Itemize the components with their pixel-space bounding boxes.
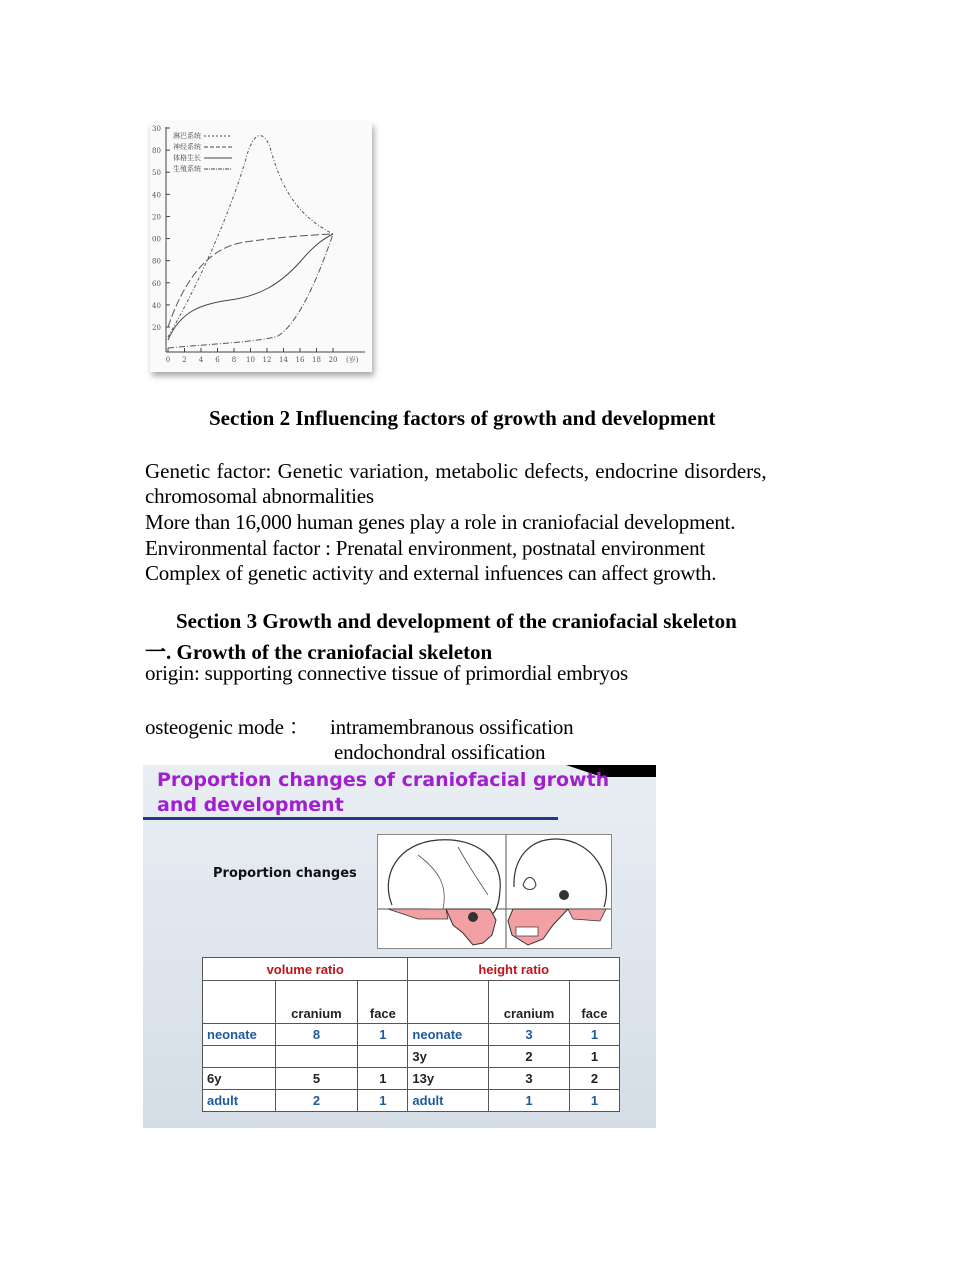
- table-cell: 8: [275, 1024, 358, 1046]
- legend-label: 体格生长: [173, 154, 201, 162]
- table-cell: adult: [408, 1090, 489, 1112]
- y-tick-label: 60: [152, 279, 161, 288]
- legend-label: 淋巴系统: [173, 132, 201, 140]
- proportion-slide: [143, 765, 656, 1128]
- legend-label: 神经系统: [173, 143, 201, 151]
- growth-curve-figure: [150, 122, 372, 372]
- reproductive-curve: [168, 234, 333, 348]
- y-tick-label: 40: [152, 301, 161, 310]
- x-tick-label: 10: [246, 356, 255, 364]
- x-tick-label: 14: [279, 356, 288, 364]
- section-3-heading: Section 3 Growth and development of the craniofacial skeleton: [176, 609, 737, 633]
- growth-curve-svg: [150, 122, 372, 372]
- table-cell: 2: [489, 1046, 570, 1068]
- x-tick-label: 20: [328, 356, 338, 364]
- y-tick-label: 30: [152, 125, 161, 133]
- adult-skull-icon: [508, 839, 606, 945]
- y-tick-label: 20: [152, 324, 161, 332]
- legend-label: 生殖系统: [173, 165, 201, 173]
- y-tick-label: 20: [152, 213, 161, 222]
- table-cell: neonate: [203, 1024, 276, 1046]
- table-cell: 3: [489, 1024, 570, 1046]
- section-2-line-3: More than 16,000 human genes play a role in craniofacial development.: [145, 510, 736, 534]
- subheader-cell: face: [569, 981, 619, 1024]
- x-tick-label: 18: [312, 356, 321, 364]
- table-cell: [275, 1046, 358, 1068]
- table-subheader-row: [203, 981, 620, 1024]
- table-cell: 1: [569, 1046, 619, 1068]
- table-cell: 1: [358, 1090, 408, 1112]
- y-tick-label: 40: [152, 191, 161, 200]
- table-cell: 1: [358, 1024, 408, 1046]
- table-row: [203, 1024, 620, 1046]
- table-cell: 1: [569, 1024, 619, 1046]
- section-2-heading: Section 2 Influencing factors of growth and development: [209, 406, 716, 430]
- subheader-cell: cranium: [275, 981, 358, 1024]
- table-cell: 5: [275, 1068, 358, 1090]
- neural-curve: [168, 234, 333, 327]
- height-ratio-header: height ratio: [408, 958, 620, 981]
- section-2-line-1: Genetic factor: Genetic variation, metabolic defects, endocrine disorders,: [145, 459, 767, 483]
- x-tick-label: 12: [262, 356, 272, 364]
- osteogenic-mode-2: endochondral ossification: [334, 740, 546, 764]
- origin-line: origin: supporting connective tissue of primordial embryos: [145, 661, 628, 685]
- table-group-header-row: [203, 958, 620, 981]
- skull-comparison-figure: [377, 834, 612, 949]
- table-cell: 6y: [203, 1068, 276, 1090]
- table-row: [203, 1090, 620, 1112]
- table-cell: [203, 1046, 276, 1068]
- x-unit-label: (岁): [346, 356, 359, 364]
- table-cell: 2: [569, 1068, 619, 1090]
- subheader-cell: [408, 981, 489, 1024]
- proportion-changes-label: Proportion changes: [213, 866, 357, 881]
- table-cell: 1: [358, 1068, 408, 1090]
- section-3-subheading: 一. Growth of the craniofacial skeleton: [145, 640, 493, 664]
- table-cell: 3: [489, 1068, 570, 1090]
- section-2-line-4: Environmental factor : Prenatal environment, postnatal environment: [145, 536, 706, 560]
- y-tick-label: 50: [152, 169, 161, 178]
- x-tick-label: 8: [231, 356, 237, 364]
- neonate-skull-icon: [388, 840, 500, 945]
- section-2-line-2: chromosomal abnormalities: [145, 484, 374, 508]
- table-row: [203, 1068, 620, 1090]
- x-tick-label: 2: [182, 356, 187, 364]
- subheader-cell: [203, 981, 276, 1024]
- subheader-cell: face: [358, 981, 408, 1024]
- general-growth-curve: [168, 234, 333, 340]
- y-tick-label: 80: [152, 257, 161, 266]
- table-cell: 1: [489, 1090, 570, 1112]
- osteogenic-mode-1: intramembranous ossification: [330, 715, 574, 739]
- table-cell: 1: [569, 1090, 619, 1112]
- section-2-line-5: Complex of genetic activity and external infuences can affect growth.: [145, 561, 717, 585]
- table-cell: [358, 1046, 408, 1068]
- table-cell: 13y: [408, 1068, 489, 1090]
- osteogenic-mode-label: osteogenic mode ：: [145, 715, 310, 739]
- y-tick-label: 00: [152, 235, 161, 244]
- table-cell: adult: [203, 1090, 276, 1112]
- x-tick-label: 6: [215, 356, 220, 364]
- x-tick-label: 4: [198, 356, 204, 364]
- table-row: [203, 1046, 620, 1068]
- x-tick-label: 16: [295, 356, 305, 364]
- table-cell: neonate: [408, 1024, 489, 1046]
- slide-title-rule: [143, 817, 558, 820]
- y-tick-label: 80: [152, 147, 161, 156]
- proportion-ratio-table: [202, 957, 620, 1112]
- table-cell: 2: [275, 1090, 358, 1112]
- x-tick-label: 0: [165, 356, 171, 364]
- table-cell: 3y: [408, 1046, 489, 1068]
- volume-ratio-header: volume ratio: [203, 958, 408, 981]
- slide-title: Proportion changes of craniofacial growth and development: [157, 769, 610, 816]
- subheader-cell: cranium: [489, 981, 570, 1024]
